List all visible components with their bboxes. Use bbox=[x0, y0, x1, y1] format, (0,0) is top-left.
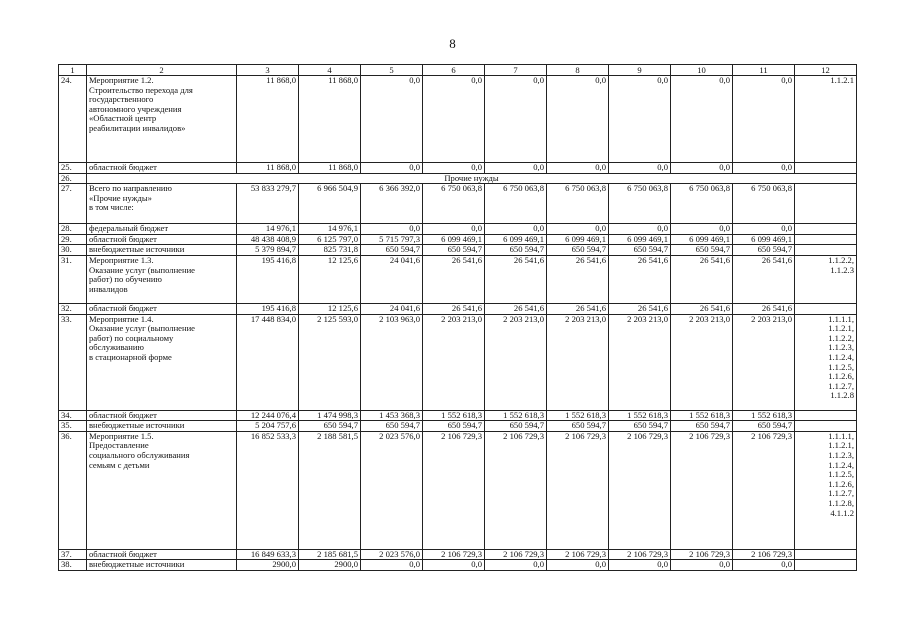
row-number: 27. bbox=[59, 184, 87, 224]
amount-cell: 6 099 469,1 bbox=[547, 234, 609, 245]
row-name: областной бюджет bbox=[87, 303, 237, 314]
amount-cell: 650 594,7 bbox=[733, 245, 795, 256]
column-header: 9 bbox=[609, 65, 671, 76]
row-name: областной бюджет bbox=[87, 549, 237, 560]
amount-cell: 6 750 063,8 bbox=[671, 184, 733, 224]
amount-cell: 11 868,0 bbox=[299, 76, 361, 163]
amount-cell: 2 106 729,3 bbox=[609, 549, 671, 560]
indicator-codes: 1.1.2.2, 1.1.2.3 bbox=[795, 255, 857, 303]
amount-cell: 16 852 533,3 bbox=[237, 431, 299, 549]
table-row bbox=[59, 431, 857, 549]
amount-cell: 2 106 729,3 bbox=[547, 549, 609, 560]
row-number: 33. bbox=[59, 314, 87, 410]
amount-cell: 0,0 bbox=[671, 560, 733, 571]
page-number: 8 bbox=[449, 36, 456, 51]
row-name: областной бюджет bbox=[87, 234, 237, 245]
amount-cell: 14 976,1 bbox=[237, 224, 299, 235]
column-header: 1 bbox=[59, 65, 87, 76]
column-header: 8 bbox=[547, 65, 609, 76]
amount-cell: 2 106 729,3 bbox=[547, 431, 609, 549]
amount-cell: 650 594,7 bbox=[485, 421, 547, 432]
amount-cell: 17 448 834,0 bbox=[237, 314, 299, 410]
amount-cell: 2 188 581,5 bbox=[299, 431, 361, 549]
indicator-codes: 1.1.1.1, 1.1.2.1, 1.1.2.2, 1.1.2.3, 1.1.2.4, 1.1.2.5, 1.1.2.6, 1.1.2.7, 1.1.2.8 bbox=[795, 314, 857, 410]
amount-cell: 2 106 729,3 bbox=[485, 549, 547, 560]
amount-cell: 0,0 bbox=[423, 224, 485, 235]
amount-cell: 6 750 063,8 bbox=[485, 184, 547, 224]
amount-cell: 195 416,8 bbox=[237, 255, 299, 303]
amount-cell: 5 204 757,6 bbox=[237, 421, 299, 432]
amount-cell: 1 552 618,3 bbox=[547, 410, 609, 421]
indicator-codes: 1.1.1.1, 1.1.2.1, 1.1.2.3, 1.1.2.4, 1.1.2.5, 1.1.2.6, 1.1.2.7, 1.1.2.8, 4.1.1.2 bbox=[795, 431, 857, 549]
amount-cell: 5 715 797,3 bbox=[361, 234, 423, 245]
amount-cell: 0,0 bbox=[671, 76, 733, 163]
amount-cell: 0,0 bbox=[547, 224, 609, 235]
amount-cell: 1 474 998,3 bbox=[299, 410, 361, 421]
amount-cell: 2 203 213,0 bbox=[671, 314, 733, 410]
amount-cell: 0,0 bbox=[733, 224, 795, 235]
amount-cell: 0,0 bbox=[671, 163, 733, 174]
amount-cell: 650 594,7 bbox=[547, 421, 609, 432]
amount-cell: 26 541,6 bbox=[547, 255, 609, 303]
column-header: 6 bbox=[423, 65, 485, 76]
amount-cell: 26 541,6 bbox=[671, 255, 733, 303]
indicator-codes bbox=[795, 234, 857, 245]
amount-cell: 0,0 bbox=[423, 163, 485, 174]
amount-cell: 26 541,6 bbox=[485, 255, 547, 303]
row-number: 32. bbox=[59, 303, 87, 314]
amount-cell: 6 099 469,1 bbox=[423, 234, 485, 245]
amount-cell: 6 966 504,9 bbox=[299, 184, 361, 224]
amount-cell: 6 750 063,8 bbox=[423, 184, 485, 224]
amount-cell: 2 023 576,0 bbox=[361, 549, 423, 560]
amount-cell: 650 594,7 bbox=[609, 421, 671, 432]
amount-cell: 6 750 063,8 bbox=[609, 184, 671, 224]
indicator-codes bbox=[795, 163, 857, 174]
amount-cell: 0,0 bbox=[485, 560, 547, 571]
table-body bbox=[59, 76, 857, 571]
column-header: 4 bbox=[299, 65, 361, 76]
amount-cell: 26 541,6 bbox=[609, 255, 671, 303]
indicator-codes bbox=[795, 245, 857, 256]
amount-cell: 0,0 bbox=[671, 224, 733, 235]
indicator-codes bbox=[795, 421, 857, 432]
amount-cell: 2 106 729,3 bbox=[671, 431, 733, 549]
amount-cell: 2 103 963,0 bbox=[361, 314, 423, 410]
amount-cell: 0,0 bbox=[423, 560, 485, 571]
row-name: Мероприятие 1.2. Строительство перехода для государственного автономного учреждения «Областной центр реабилитации инвалидов» bbox=[87, 76, 237, 163]
row-name: Всего по направлению «Прочие нужды» в том числе: bbox=[87, 184, 237, 224]
amount-cell: 48 438 408,9 bbox=[237, 234, 299, 245]
amount-cell: 0,0 bbox=[361, 224, 423, 235]
row-name: Мероприятие 1.4. Оказание услуг (выполнение работ) по социальному обслуживанию в стационарной форме bbox=[87, 314, 237, 410]
amount-cell: 6 099 469,1 bbox=[485, 234, 547, 245]
amount-cell: 6 366 392,0 bbox=[361, 184, 423, 224]
amount-cell: 0,0 bbox=[485, 224, 547, 235]
section-title: Прочие нужды bbox=[87, 173, 857, 184]
row-number: 26. bbox=[59, 173, 87, 184]
amount-cell: 650 594,7 bbox=[423, 421, 485, 432]
amount-cell: 26 541,6 bbox=[423, 255, 485, 303]
table-row bbox=[59, 560, 857, 571]
amount-cell: 650 594,7 bbox=[361, 421, 423, 432]
amount-cell: 5 379 894,7 bbox=[237, 245, 299, 256]
amount-cell: 650 594,7 bbox=[423, 245, 485, 256]
row-number: 38. bbox=[59, 560, 87, 571]
amount-cell: 0,0 bbox=[423, 76, 485, 163]
row-number: 25. bbox=[59, 163, 87, 174]
indicator-codes bbox=[795, 560, 857, 571]
amount-cell: 0,0 bbox=[609, 560, 671, 571]
amount-cell: 1 552 618,3 bbox=[485, 410, 547, 421]
amount-cell: 2 106 729,3 bbox=[423, 431, 485, 549]
row-name: областной бюджет bbox=[87, 410, 237, 421]
row-name: внебюджетные источники bbox=[87, 421, 237, 432]
amount-cell: 53 833 279,7 bbox=[237, 184, 299, 224]
amount-cell: 0,0 bbox=[485, 76, 547, 163]
indicator-codes bbox=[795, 410, 857, 421]
amount-cell: 11 868,0 bbox=[299, 163, 361, 174]
table-row bbox=[59, 224, 857, 235]
amount-cell: 0,0 bbox=[547, 560, 609, 571]
amount-cell: 2 106 729,3 bbox=[423, 549, 485, 560]
amount-cell: 0,0 bbox=[361, 560, 423, 571]
table-row bbox=[59, 173, 857, 184]
amount-cell: 0,0 bbox=[361, 163, 423, 174]
amount-cell: 2 203 213,0 bbox=[423, 314, 485, 410]
amount-cell: 2 203 213,0 bbox=[609, 314, 671, 410]
amount-cell: 26 541,6 bbox=[485, 303, 547, 314]
amount-cell: 0,0 bbox=[733, 560, 795, 571]
row-name: федеральный бюджет bbox=[87, 224, 237, 235]
row-number: 36. bbox=[59, 431, 87, 549]
row-number: 28. bbox=[59, 224, 87, 235]
indicator-codes bbox=[795, 224, 857, 235]
amount-cell: 650 594,7 bbox=[361, 245, 423, 256]
indicator-codes bbox=[795, 184, 857, 224]
amount-cell: 2 203 213,0 bbox=[733, 314, 795, 410]
table-row bbox=[59, 76, 857, 163]
amount-cell: 0,0 bbox=[485, 163, 547, 174]
table-row bbox=[59, 255, 857, 303]
row-name: Мероприятие 1.3. Оказание услуг (выполнение работ) по обучению инвалидов bbox=[87, 255, 237, 303]
row-number: 29. bbox=[59, 234, 87, 245]
amount-cell: 6 750 063,8 bbox=[733, 184, 795, 224]
table-row bbox=[59, 245, 857, 256]
budget-table bbox=[58, 64, 857, 571]
amount-cell: 1 552 618,3 bbox=[671, 410, 733, 421]
amount-cell: 1 552 618,3 bbox=[609, 410, 671, 421]
amount-cell: 26 541,6 bbox=[547, 303, 609, 314]
table-row bbox=[59, 421, 857, 432]
amount-cell: 650 594,7 bbox=[299, 421, 361, 432]
column-header: 7 bbox=[485, 65, 547, 76]
amount-cell: 12 125,6 bbox=[299, 303, 361, 314]
row-number: 37. bbox=[59, 549, 87, 560]
amount-cell: 825 731,8 bbox=[299, 245, 361, 256]
row-name: внебюджетные источники bbox=[87, 245, 237, 256]
row-name: областной бюджет bbox=[87, 163, 237, 174]
amount-cell: 26 541,6 bbox=[671, 303, 733, 314]
amount-cell: 26 541,6 bbox=[733, 255, 795, 303]
row-number: 35. bbox=[59, 421, 87, 432]
amount-cell: 12 125,6 bbox=[299, 255, 361, 303]
table-row bbox=[59, 410, 857, 421]
amount-cell: 26 541,6 bbox=[733, 303, 795, 314]
amount-cell: 2 106 729,3 bbox=[485, 431, 547, 549]
amount-cell: 0,0 bbox=[733, 163, 795, 174]
amount-cell: 2 185 681,5 bbox=[299, 549, 361, 560]
row-name: внебюджетные источники bbox=[87, 560, 237, 571]
row-number: 34. bbox=[59, 410, 87, 421]
row-number: 31. bbox=[59, 255, 87, 303]
amount-cell: 650 594,7 bbox=[733, 421, 795, 432]
amount-cell: 6 099 469,1 bbox=[609, 234, 671, 245]
amount-cell: 195 416,8 bbox=[237, 303, 299, 314]
column-header: 10 bbox=[671, 65, 733, 76]
amount-cell: 26 541,6 bbox=[609, 303, 671, 314]
amount-cell: 24 041,6 bbox=[361, 255, 423, 303]
table-row bbox=[59, 549, 857, 560]
amount-cell: 2 106 729,3 bbox=[733, 431, 795, 549]
amount-cell: 2 203 213,0 bbox=[547, 314, 609, 410]
table-row bbox=[59, 184, 857, 224]
amount-cell: 650 594,7 bbox=[609, 245, 671, 256]
column-header: 3 bbox=[237, 65, 299, 76]
amount-cell: 1 453 368,3 bbox=[361, 410, 423, 421]
amount-cell: 0,0 bbox=[609, 76, 671, 163]
amount-cell: 14 976,1 bbox=[299, 224, 361, 235]
amount-cell: 650 594,7 bbox=[671, 421, 733, 432]
amount-cell: 0,0 bbox=[547, 76, 609, 163]
row-number: 24. bbox=[59, 76, 87, 163]
indicator-codes bbox=[795, 303, 857, 314]
amount-cell: 2 203 213,0 bbox=[485, 314, 547, 410]
amount-cell: 12 244 076,4 bbox=[237, 410, 299, 421]
amount-cell: 650 594,7 bbox=[671, 245, 733, 256]
amount-cell: 2 023 576,0 bbox=[361, 431, 423, 549]
amount-cell: 11 868,0 bbox=[237, 76, 299, 163]
table-row bbox=[59, 234, 857, 245]
amount-cell: 1 552 618,3 bbox=[733, 410, 795, 421]
amount-cell: 1 552 618,3 bbox=[423, 410, 485, 421]
amount-cell: 2 125 593,0 bbox=[299, 314, 361, 410]
amount-cell: 2 106 729,3 bbox=[671, 549, 733, 560]
amount-cell: 0,0 bbox=[361, 76, 423, 163]
indicator-codes bbox=[795, 549, 857, 560]
indicator-codes: 1.1.2.1 bbox=[795, 76, 857, 163]
amount-cell: 2 106 729,3 bbox=[609, 431, 671, 549]
row-number: 30. bbox=[59, 245, 87, 256]
column-header: 11 bbox=[733, 65, 795, 76]
column-header: 2 bbox=[87, 65, 237, 76]
column-header: 5 bbox=[361, 65, 423, 76]
amount-cell: 2900,0 bbox=[299, 560, 361, 571]
amount-cell: 6 099 469,1 bbox=[671, 234, 733, 245]
amount-cell: 6 099 469,1 bbox=[733, 234, 795, 245]
amount-cell: 2 106 729,3 bbox=[733, 549, 795, 560]
amount-cell: 11 868,0 bbox=[237, 163, 299, 174]
amount-cell: 26 541,6 bbox=[423, 303, 485, 314]
amount-cell: 650 594,7 bbox=[485, 245, 547, 256]
table-row bbox=[59, 303, 857, 314]
amount-cell: 2900,0 bbox=[237, 560, 299, 571]
amount-cell: 24 041,6 bbox=[361, 303, 423, 314]
amount-cell: 16 849 633,3 bbox=[237, 549, 299, 560]
amount-cell: 0,0 bbox=[547, 163, 609, 174]
row-name: Мероприятие 1.5. Предоставление социального обслуживания семьям с детьми bbox=[87, 431, 237, 549]
column-header: 12 bbox=[795, 65, 857, 76]
amount-cell: 0,0 bbox=[733, 76, 795, 163]
amount-cell: 650 594,7 bbox=[547, 245, 609, 256]
amount-cell: 6 125 797,0 bbox=[299, 234, 361, 245]
table-row bbox=[59, 314, 857, 410]
table-row bbox=[59, 163, 857, 174]
amount-cell: 0,0 bbox=[609, 224, 671, 235]
amount-cell: 6 750 063,8 bbox=[547, 184, 609, 224]
amount-cell: 0,0 bbox=[609, 163, 671, 174]
header-row bbox=[59, 65, 857, 76]
